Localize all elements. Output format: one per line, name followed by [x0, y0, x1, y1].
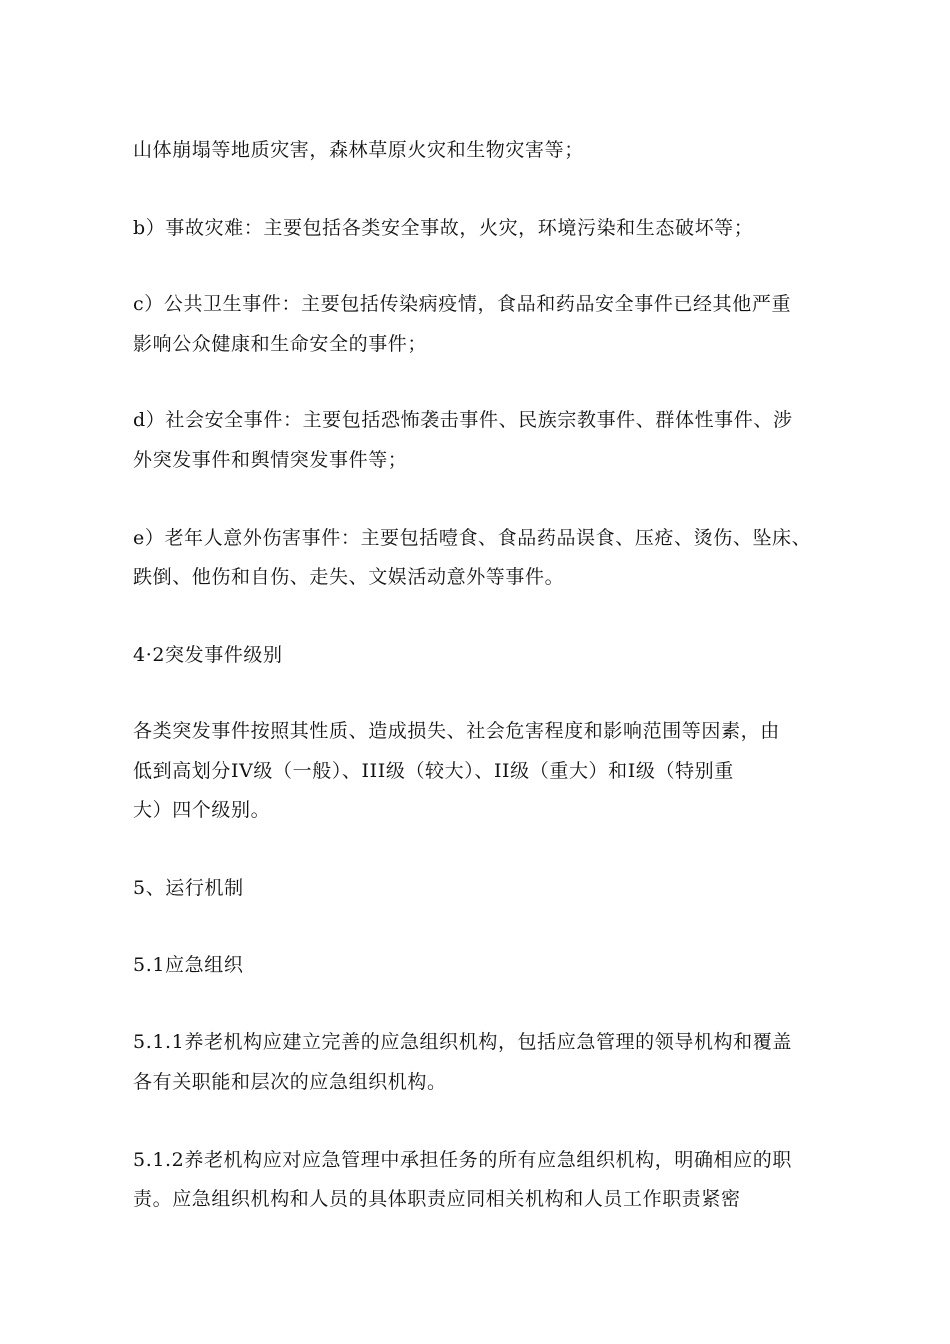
paragraph-line: 大）四个级别。	[133, 799, 271, 821]
paragraph-line: 跌倒、他伤和自伤、走失、文娱活动意外等事件。	[133, 566, 565, 588]
paragraph-line: 责。应急组织机构和人员的具体职责应同相关机构和人员工作职责紧密	[133, 1188, 741, 1210]
paragraph-line: b）事故灾难：主要包括各类安全事故，火灾，环境污染和生态破坏等；	[133, 217, 754, 239]
section-heading: 4·2突发事件级别	[133, 644, 283, 666]
paragraph-line: 影响公众健康和生命安全的事件；	[133, 333, 428, 355]
paragraph-line: 各类突发事件按照其性质、造成损失、社会危害程度和影响范围等因素，由	[133, 720, 780, 742]
paragraph-line: e）老年人意外伤害事件：主要包括噎食、食品药品误食、压疮、烫伤、坠床、	[133, 527, 812, 549]
section-heading: 5、运行机制	[133, 877, 244, 899]
paragraph-line: 山体崩塌等地质灾害，森林草原火灾和生物灾害等；	[133, 139, 584, 161]
paragraph-line: 各有关职能和层次的应急组织机构。	[133, 1071, 447, 1093]
section-heading: 5.1应急组织	[133, 954, 244, 976]
paragraph-line: c）公共卫生事件：主要包括传染病疫情，食品和药品安全事件已经其他严重	[133, 293, 792, 315]
paragraph-line: 外突发事件和舆情突发事件等；	[133, 449, 408, 471]
paragraph-line: d）社会安全事件：主要包括恐怖袭击事件、民族宗教事件、群体性事件、涉	[133, 409, 793, 431]
paragraph-line: 5.1.2养老机构应对应急管理中承担任务的所有应急组织机构，明确相应的职	[133, 1149, 792, 1171]
paragraph-line: 5.1.1养老机构应建立完善的应急组织机构，包括应急管理的领导机构和覆盖	[133, 1031, 792, 1053]
paragraph-line: 低到高划分IV级（一般）、III级（较大）、II级（重大）和I级（特别重	[133, 760, 734, 782]
